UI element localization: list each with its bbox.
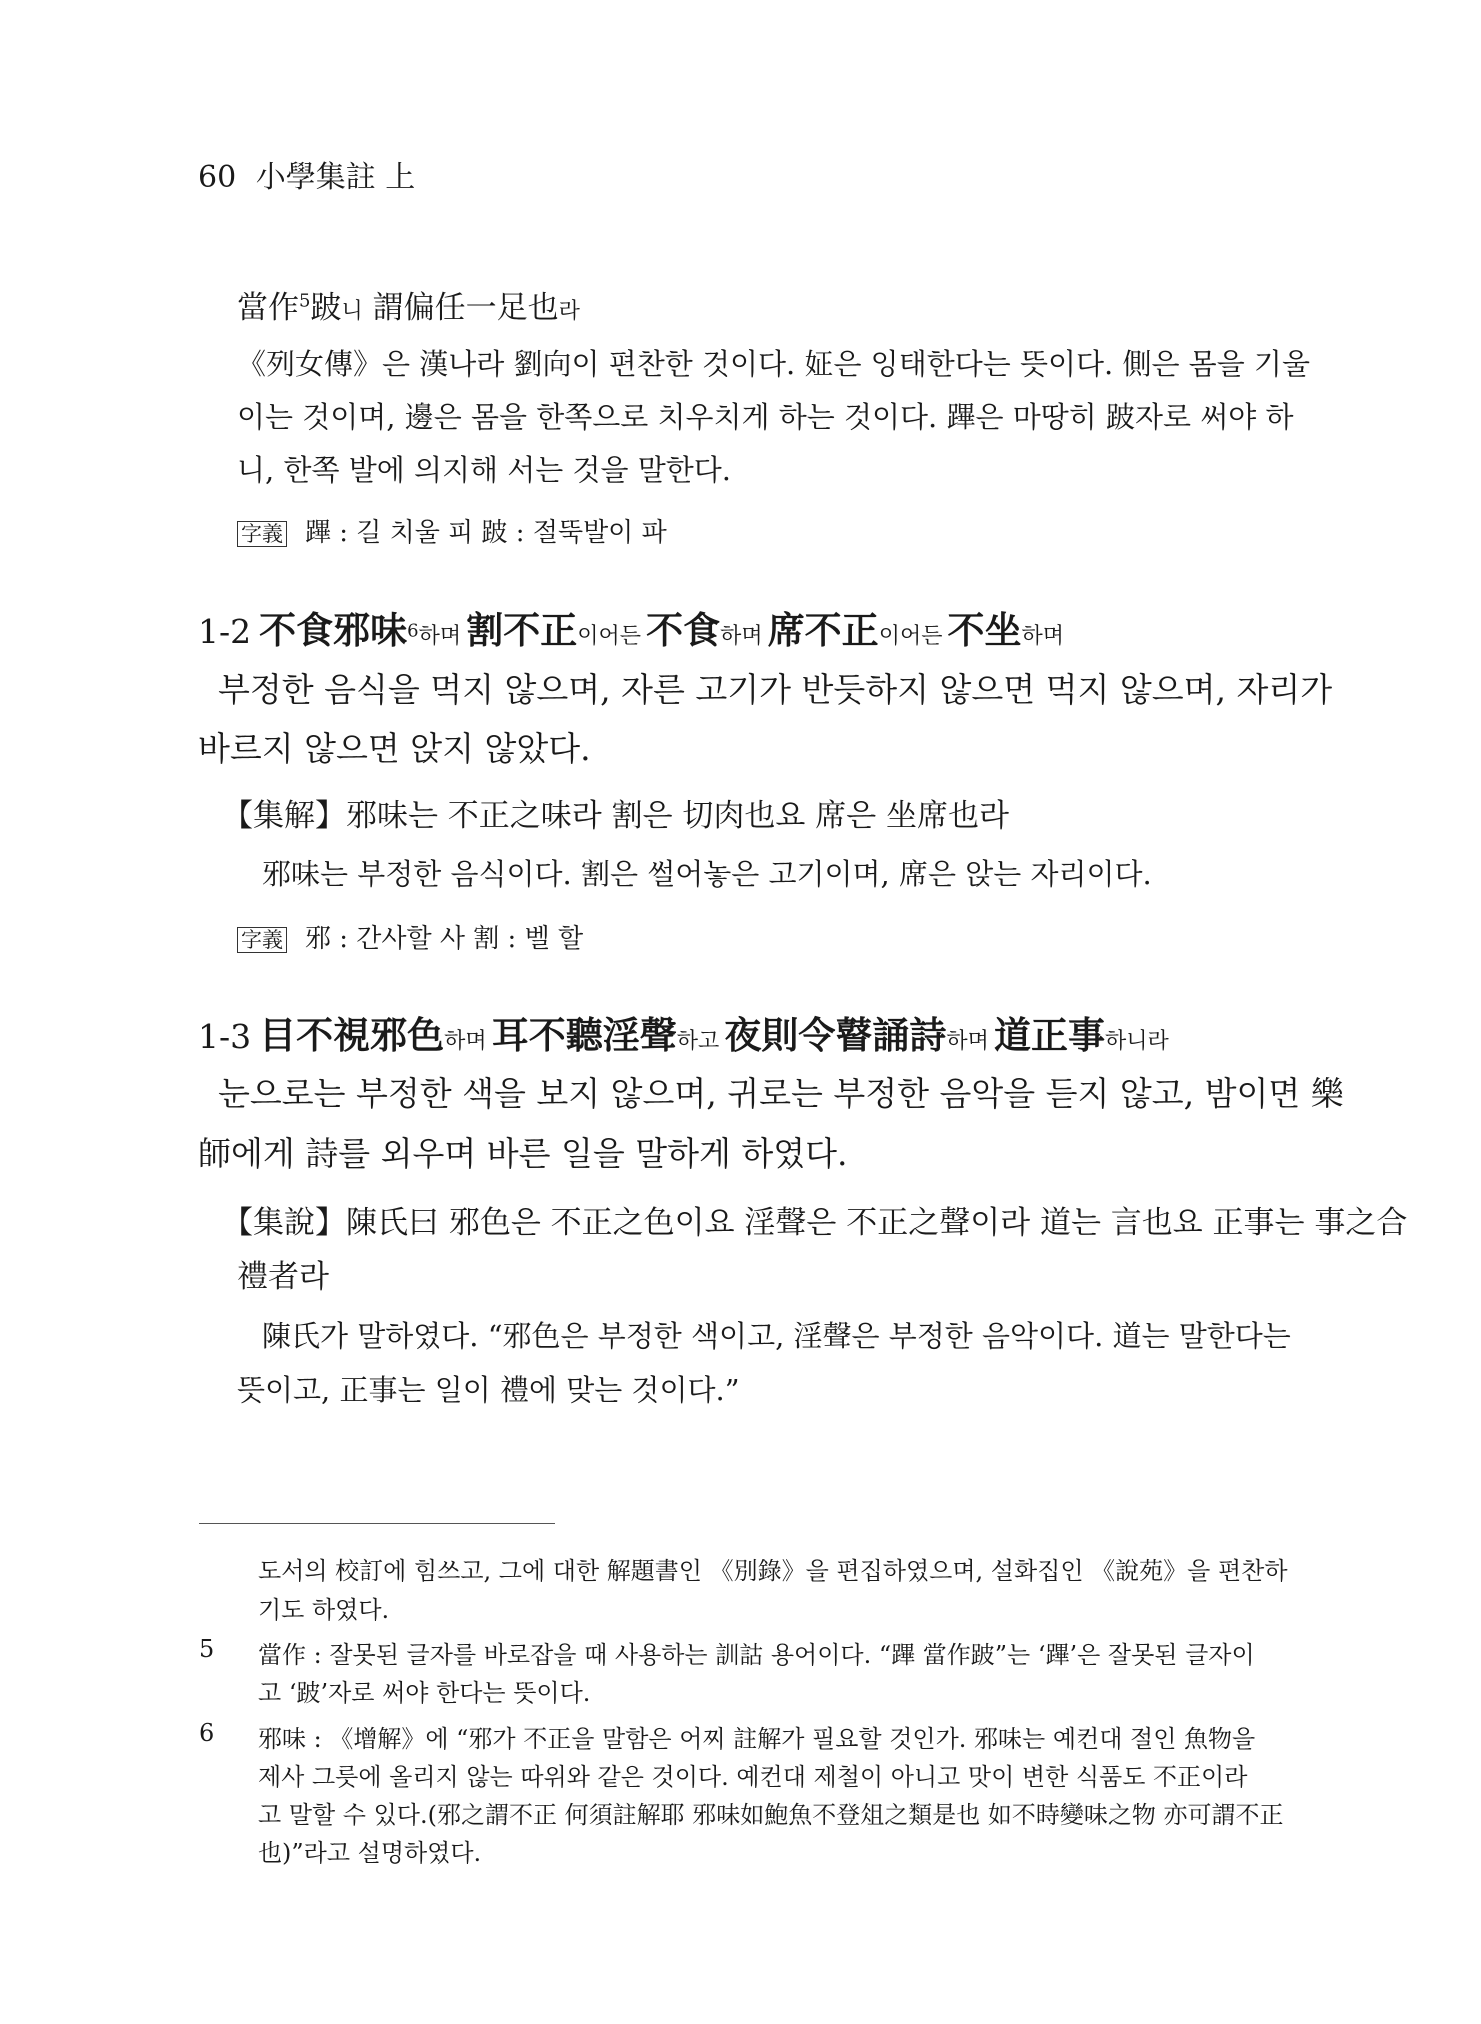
- footnote-6-line-1: 邪味 : 《增解》에 “邪가 不正을 말함은 어찌 註解가 필요할 것인가. 邪味는 예컨대 절인 魚物을: [258, 1725, 1256, 1753]
- section-1-3-heading: 1-3 目不視邪色하며 耳不聽淫聲하고 夜則令瞽誦詩하며 道正事하니라: [198, 1013, 1169, 1057]
- section-1-2-translation-1: 부정한 음식을 먹지 않으며, 자른 고기가 반듯하지 않으면 먹지 않으며, 자리가: [218, 670, 1333, 709]
- section-1-3-translation-2: 師에게 詩를 외우며 바른 일을 말하게 하였다.: [198, 1134, 848, 1173]
- footnote-5-number: 5: [199, 1635, 215, 1663]
- section-1-3-translation-1: 눈으로는 부정한 색을 보지 않으며, 귀로는 부정한 음악을 듣지 않고, 밤이면 樂: [218, 1074, 1344, 1113]
- footnote-6-line-3: 고 말할 수 있다.(邪之謂不正 何須註解耶 邪味如鮑魚不登俎之類是也 如不時變味之物 亦可謂不正: [258, 1801, 1284, 1829]
- footnote-continued-1: 도서의 校訂에 힘쓰고, 그에 대한 解題書인 《別錄》을 편집하였으며, 설화집인 《說苑》을 편찬하: [258, 1557, 1288, 1585]
- footnote-6-line-2: 제사 그릇에 올리지 않는 따위와 같은 것이다. 예컨대 제철이 아니고 맛이 변한 식품도 不正이라: [258, 1763, 1248, 1791]
- book-title: 小學集註 上: [255, 160, 416, 195]
- commentary-label: 【集解】: [222, 798, 346, 834]
- section-1-3-commentary-1: 【集說】陳氏曰 邪色은 不正之色이요 淫聲은 不正之聲이라 道는 言也요 正事는 事之合: [222, 1205, 1408, 1241]
- source-line-prev: 當作$^5$跛니 謂偏任一足也라: [237, 290, 580, 326]
- commentary-label: 【集說】: [222, 1205, 346, 1241]
- word-meaning-1-2: 字義 邪 : 간사할 사 割 : 벨 할: [237, 918, 583, 955]
- section-number: 1-3: [198, 1017, 252, 1056]
- section-1-3-commentary-translation-1: 陳氏가 말하였다. “邪色은 부정한 색이고, 淫聲은 부정한 음악이다. 道는 말한다는: [262, 1319, 1291, 1353]
- word-meaning-label: 字義: [237, 927, 287, 953]
- section-1-2-translation-2: 바르지 않으면 앉지 않았다.: [198, 729, 591, 768]
- footnote-5-line-1: 當作 : 잘못된 글자를 바로잡을 때 사용하는 訓詁 용어이다. “蹕 當作跛”는 ‘蹕’은 잘못된 글자이: [258, 1641, 1255, 1669]
- section-1-3-commentary-2: 禮者라: [237, 1259, 329, 1295]
- footnote-divider: [199, 1523, 555, 1524]
- section-1-3-commentary-translation-2: 뜻이고, 正事는 일이 禮에 맞는 것이다.”: [237, 1373, 740, 1407]
- footnote-5-line-2: 고 ‘跛’자로 써야 한다는 뜻이다.: [258, 1679, 591, 1707]
- footnote-6-line-4: 也)”라고 설명하였다.: [258, 1839, 482, 1867]
- prev-translation-line-3: 니, 한쪽 발에 의지해 서는 것을 말한다.: [237, 453, 731, 487]
- footnote-ref-5: 5: [299, 290, 311, 312]
- section-1-2-heading: 1-2 不食邪味6하며 割不正이어든 不食하며 席不正이어든 不坐하며: [198, 608, 1065, 652]
- section-1-2-commentary-translation: 邪味는 부정한 음식이다. 割은 썰어놓은 고기이며, 席은 앉는 자리이다.: [262, 857, 1152, 891]
- footnote-ref-6: 6: [407, 620, 419, 642]
- footnote-6-number: 6: [199, 1719, 215, 1747]
- prev-translation-line-1: 《列女傳》은 漢나라 劉向이 편찬한 것이다. 姃은 잉태한다는 뜻이다. 側은 몸을 기울: [237, 347, 1310, 381]
- section-1-2-commentary: 【集解】邪味는 不正之味라 割은 切肉也요 席은 坐席也라: [222, 798, 1009, 834]
- section-number: 1-2: [198, 612, 252, 651]
- word-meaning-label: 字義: [237, 521, 287, 547]
- footnote-continued-2: 기도 하였다.: [258, 1596, 390, 1624]
- word-meaning-prev: 字義 蹕 : 길 치울 피 跛 : 절뚝발이 파: [237, 512, 667, 549]
- prev-translation-line-2: 이는 것이며, 邊은 몸을 한쪽으로 치우치게 하는 것이다. 蹕은 마땅히 跛자로 써야 하: [237, 400, 1294, 434]
- page-number: 60: [198, 160, 237, 195]
- running-header: [198, 152, 415, 196]
